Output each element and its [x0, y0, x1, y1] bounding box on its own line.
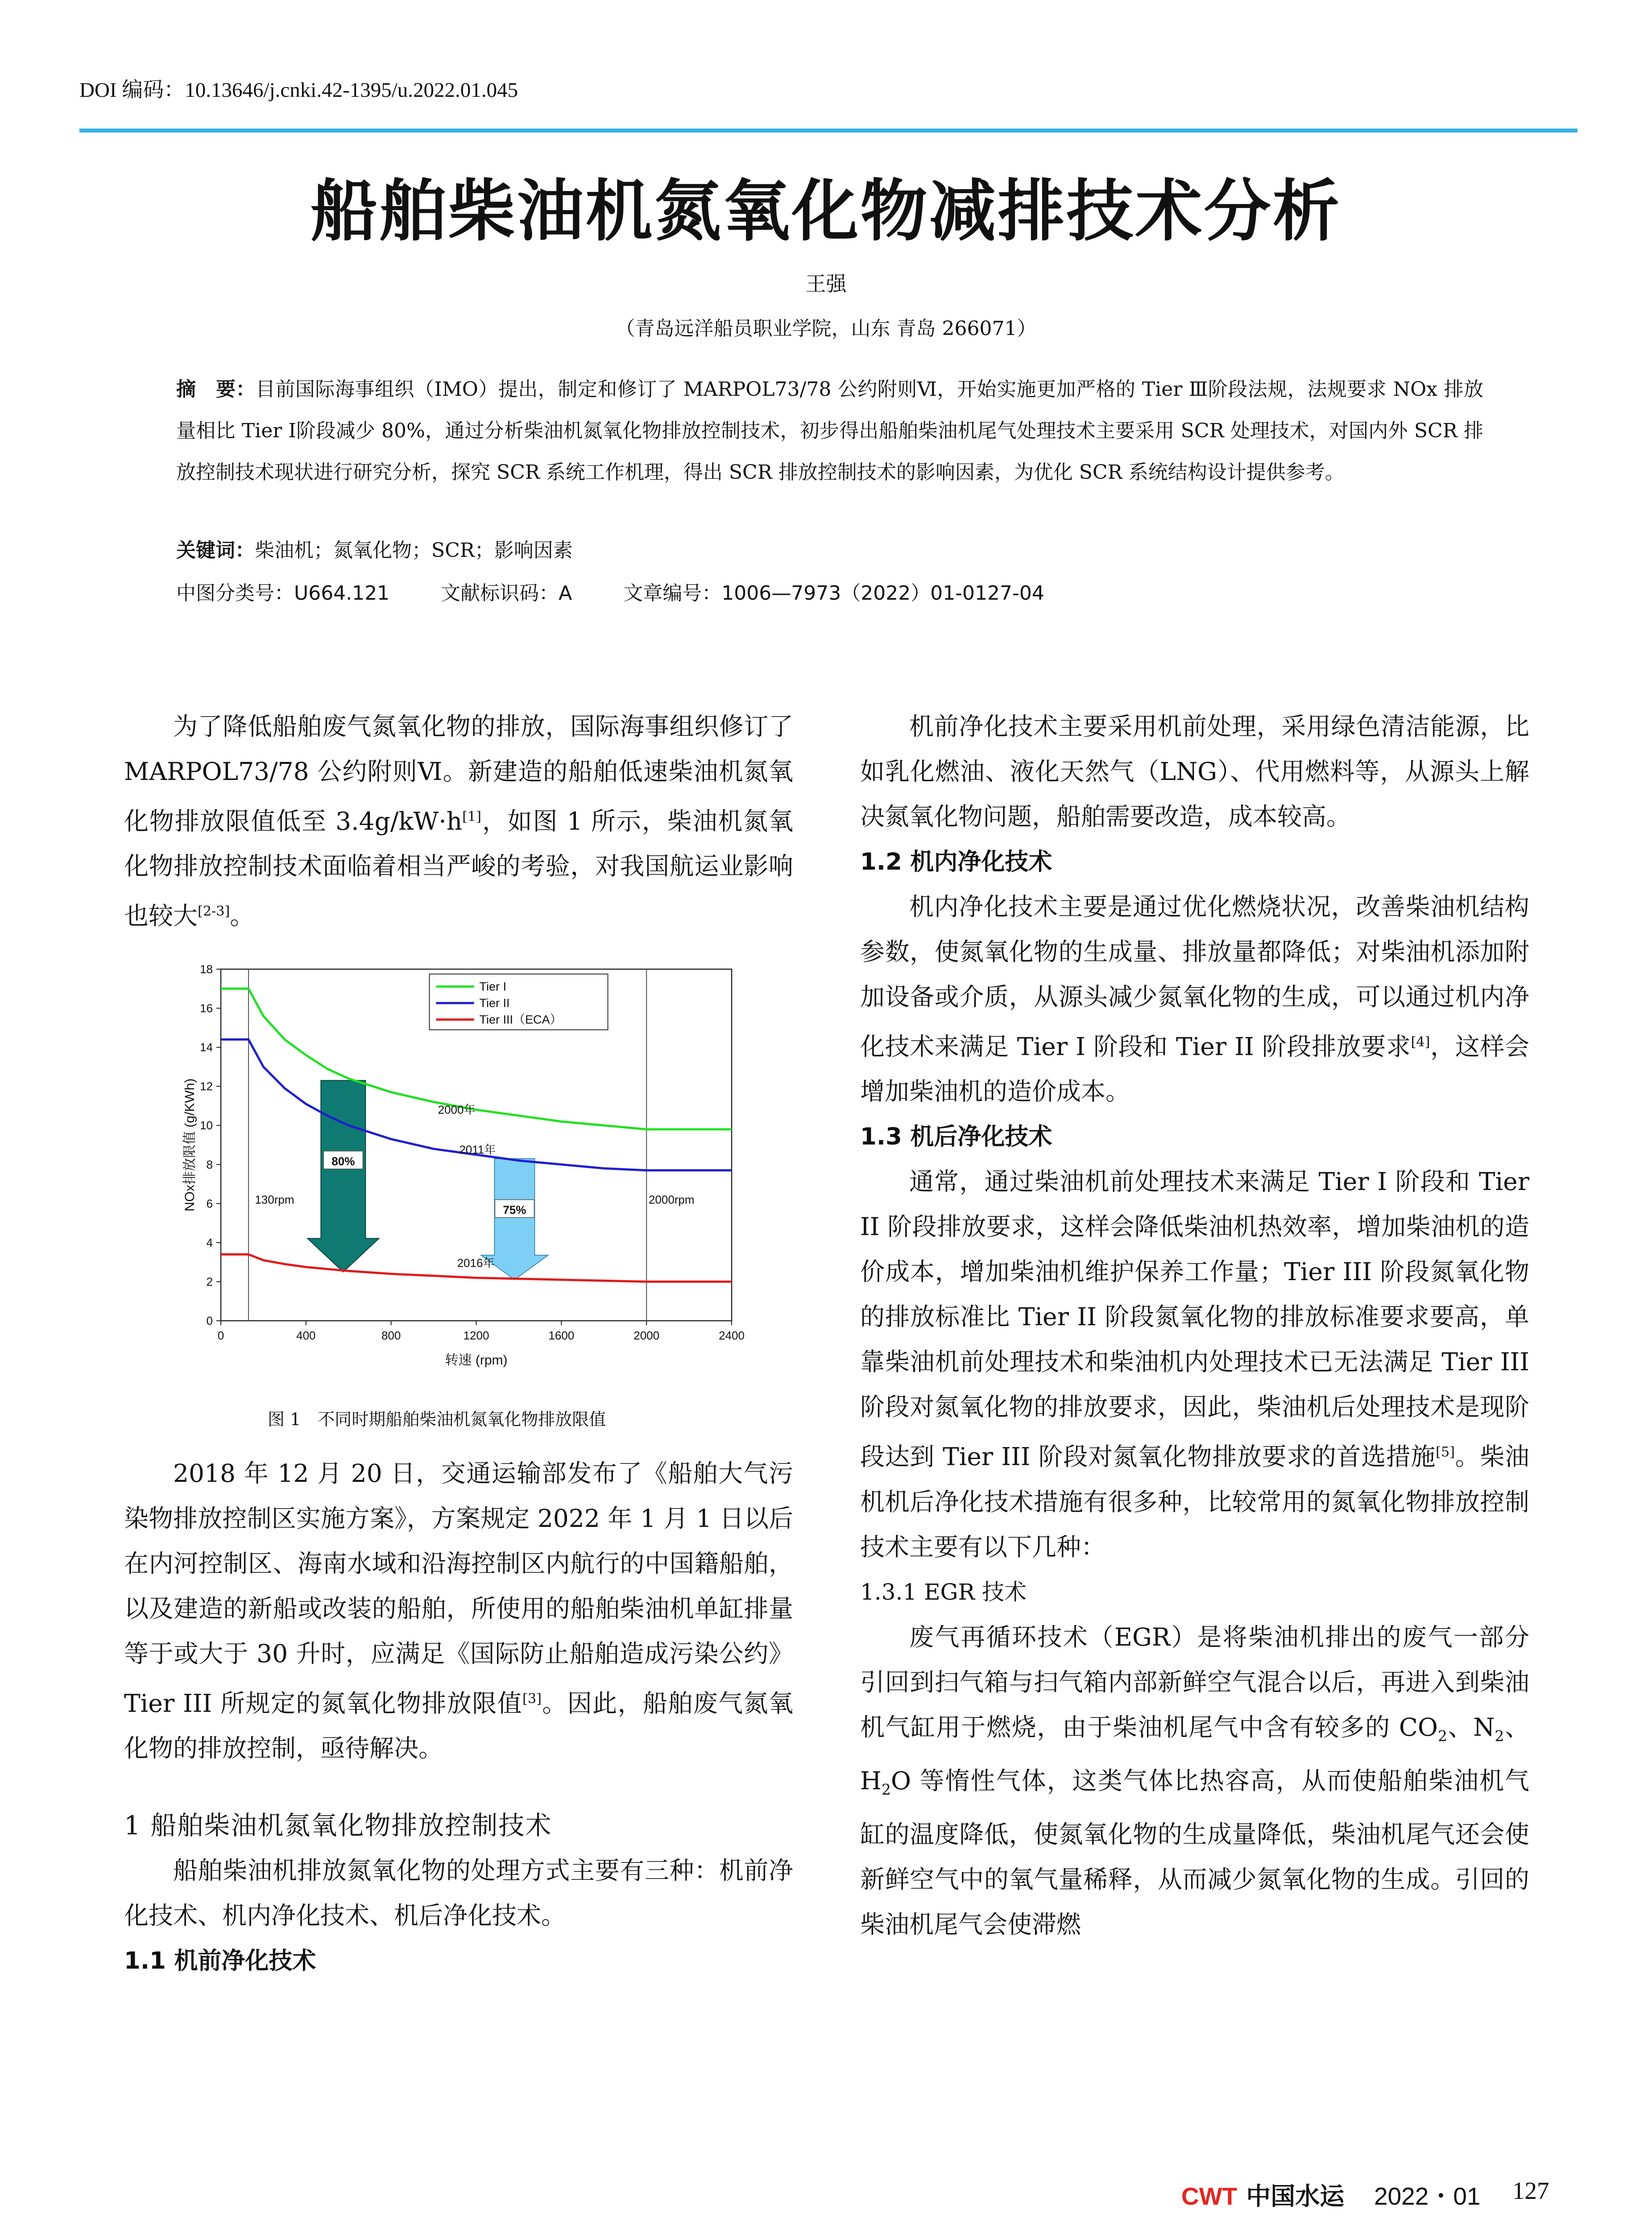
paragraph-5-a: 机内净化技术主要是通过优化燃烧状况，改善柴油机结构参数，使氮氧化物的生成量、排放量都降低；对柴油机添加附加设备或介质，从源头减少氮氧化物的生成，可以通过机内净化技术来满足 Tier I 阶段和 Tier II 阶段排放要求 [860, 892, 1529, 1061]
y-tick-label: 6 [206, 1197, 213, 1211]
right-column [860, 704, 1529, 1947]
chart-annotation-3: 2016年 [457, 1256, 495, 1270]
chart-annotation-5: 2000rpm [648, 1193, 695, 1207]
citation-1: [1] [462, 809, 481, 825]
paragraph-7-d: O 等惰性气体，这类气体比热容高，从而使船舶柴油机气缸的温度降低，使氮氧化物的生成量降低，柴油机尾气还会使新鲜空气中的氧气量稀释，从而减少氮氧化物的生成。引回的柴油机尾气会使滞燃 [860, 1766, 1529, 1939]
doi-header: DOI 编码：10.13646/j.cnki.42-1395/u.2022.01.045 [79, 79, 518, 102]
section-1-1-heading: 1.1 机前净化技术 [124, 1947, 316, 1975]
paragraph-4: 机前净化技术主要采用机前处理，采用绿色清洁能源，比如乳化燃油、液化天然气（LNG）、代用燃料等，从源头上解决氮氧化物问题，船舶需要改造，成本较高。 [860, 712, 1529, 831]
y-axis-label: NOx排放限值 (g/KWh) [182, 1078, 197, 1212]
paragraph-1-b: ，如图 1 所示，柴油机氮氧化物排放控制技术面临着相当严峻的考验，对我国航运业影响也较大 [124, 807, 794, 930]
legend-label-2: Tier II [479, 996, 510, 1010]
legend-label-3: Tier III（ECA） [479, 1012, 562, 1026]
x-tick-label: 2400 [719, 1329, 745, 1342]
footer-brand-cn: 中国水运 [1246, 2182, 1345, 2210]
subscript-n2: 2 [1495, 1727, 1504, 1745]
nox-limit-chart [176, 964, 774, 1388]
paragraph-5-b: ，这样会增加柴油机的造价成本。 [860, 1032, 1529, 1106]
y-tick-label: 14 [200, 1041, 213, 1054]
abstract-text: 目前国际海事组织（IMO）提出，制定和修订了 MARPOL73/78 公约附则Ⅵ，开始实施更加严格的 Tier Ⅲ阶段法规，法规要求 NOx 排放量相比 Tier Ⅰ阶段减少 80%，通过分析柴油机氮氧化物排放控制技术，初步得出船舶柴油机尾气处理技术主要采用 SCR 处理技术，对国内外 SCR 排放控制技术现状进行研究分析，探究 SCR 系统工作机理，得出 SCR 排放控制技术的影响因素，为优化 SCR 系统结构设计提供参考。 [176, 378, 1483, 484]
y-tick-label: 18 [200, 964, 213, 976]
keywords-label: 关键词： [176, 539, 255, 562]
abstract-label: 摘 要： [176, 378, 256, 401]
y-tick-label: 12 [200, 1079, 213, 1093]
x-tick-label: 0 [217, 1329, 224, 1342]
clc-number: 中图分类号：U664.121 [176, 582, 390, 605]
footer-issue: 2022・01 [1374, 2182, 1481, 2210]
subscript-h2o: 2 [881, 1780, 891, 1798]
citation-5: [5] [1436, 1444, 1455, 1460]
section-1-3-1-heading: 1.3.1 EGR 技术 [860, 1579, 1027, 1605]
chart-annotation-4: 130rpm [255, 1193, 294, 1207]
citation-2-3: [2-3] [198, 904, 230, 920]
footer-brand-cwt: CWT [1181, 2182, 1238, 2210]
section-1-3-heading: 1.3 机后净化技术 [860, 1123, 1052, 1151]
paragraph-2 [124, 1451, 793, 1771]
paragraph-1 [124, 704, 793, 939]
x-axis-label: 转速 (rpm) [445, 1353, 508, 1368]
page-number: 127 [1512, 2177, 1549, 2204]
paragraph-6-a: 通常，通过柴油机前处理技术来满足 Tier I 阶段和 Tier II 阶段排放要求，这样会降低柴油机热效率，增加柴油机的造价成本，增加柴油机维护保养工作量；Tier III 阶段氮氧化物的排放标准比 Tier II 阶段氮氧化物的排放标准要求要高，单靠柴油机前处理技术和柴油机内处理技术已无法满足 Tier III 阶段对氮氧化物的排放要求，因此，柴油机后处理技术是现阶段达到 Tier III 阶段对氮氧化物排放要求的首选措施 [860, 1167, 1529, 1471]
paragraph-7-a: 废气再循环技术（EGR）是将柴油机排出的废气一部分引回到扫气箱与扫气箱内部新鲜空气混合以后，再进入到柴油机气缸用于燃烧，由于柴油机尾气中含有较多的 CO [860, 1622, 1529, 1742]
x-tick-label: 400 [296, 1329, 316, 1342]
figure-caption: 图 1 不同时期船舶柴油机氮氧化物排放限值 [268, 1410, 606, 1429]
paragraph-6-b: 。柴油机机后净化技术措施有很多种，比较常用的氮氧化物排放控制技术主要有以下几种： [860, 1442, 1529, 1561]
abstract [176, 369, 1483, 493]
paragraph-2-b: 。因此，船舶废气氮氧化物的排放控制，亟待解决。 [124, 1689, 793, 1763]
citation-4: [4] [1411, 1034, 1430, 1050]
paragraph-7 [860, 1615, 1529, 1947]
paragraph-7-b: 、N [1447, 1713, 1495, 1742]
paragraph-5 [860, 884, 1529, 1114]
x-tick-label: 800 [381, 1329, 401, 1342]
paragraph-7-c: 、H [860, 1713, 1529, 1795]
paragraph-1-a: 为了降低船舶废气氮氧化物的排放，国际海事组织修订了 MARPOL73/78 公约附则Ⅵ。新建造的船舶低速柴油机氮氧化物排放限值低至 3.4g/kW·h [124, 712, 793, 836]
section-1-2-heading: 1.2 机内净化技术 [860, 848, 1052, 875]
header-divider [79, 129, 1577, 133]
x-tick-label: 2000 [633, 1329, 660, 1342]
spacer [124, 1771, 793, 1803]
footer-brand [1181, 2177, 1344, 2212]
paper-title: 船舶柴油机氮氧化物减排技术分析 [311, 172, 1341, 250]
keywords [176, 534, 573, 563]
article-number: 文章编号：1006—7973（2022）01-0127-04 [623, 582, 1044, 605]
left-column-bottom [124, 1451, 793, 1983]
arrow-label-2: 75% [503, 1203, 526, 1217]
reduction-arrow-1 [307, 1081, 379, 1272]
classification [176, 577, 1096, 605]
author: 王强 [805, 272, 847, 296]
y-tick-label: 10 [200, 1119, 213, 1132]
citation-3: [3] [522, 1691, 542, 1707]
y-tick-label: 8 [206, 1157, 213, 1171]
left-column-top [124, 704, 793, 939]
y-tick-label: 0 [206, 1314, 213, 1327]
chart-annotation-1: 2000年 [438, 1103, 476, 1116]
keywords-text: 柴油机；氮氧化物；SCR；影响因素 [255, 539, 573, 562]
y-tick-label: 16 [200, 1001, 213, 1015]
paragraph-1-c: 。 [230, 901, 255, 930]
arrow-label-1: 80% [331, 1154, 355, 1168]
section-1-heading: 1 船舶柴油机氮氧化物排放控制技术 [124, 1810, 552, 1841]
y-tick-label: 4 [206, 1236, 213, 1249]
subscript-co2: 2 [1438, 1727, 1448, 1745]
y-tick-label: 2 [206, 1275, 213, 1289]
x-tick-label: 1600 [548, 1329, 575, 1342]
affiliation: （青岛远洋船员职业学院，山东 青岛 266071） [615, 317, 1037, 340]
chart-annotation-2: 2011年 [459, 1143, 496, 1157]
x-tick-label: 1200 [463, 1329, 489, 1342]
paragraph-3: 船舶柴油机排放氮氧化物的处理方式主要有三种：机前净化技术、机内净化技术、机后净化技术。 [124, 1856, 793, 1930]
paragraph-6 [860, 1159, 1529, 1569]
legend-label-1: Tier I [479, 979, 507, 993]
paragraph-2-a: 2018 年 12 月 20 日，交通运输部发布了《船舶大气污染物排放控制区实施方案》，方案规定 2022 年 1 月 1 日以后在内河控制区、海南水域和沿海控制区内航行的中国籍船舶，以及建造的新船或改装的船舶，所使用的船舶柴油机单缸排量等于或大于 30 升时，应满足《国际防止船舶造成污染公约》Tier III 所规定的氮氧化物排放限值 [124, 1459, 793, 1718]
document-code: 文献标识码：A [441, 582, 572, 605]
